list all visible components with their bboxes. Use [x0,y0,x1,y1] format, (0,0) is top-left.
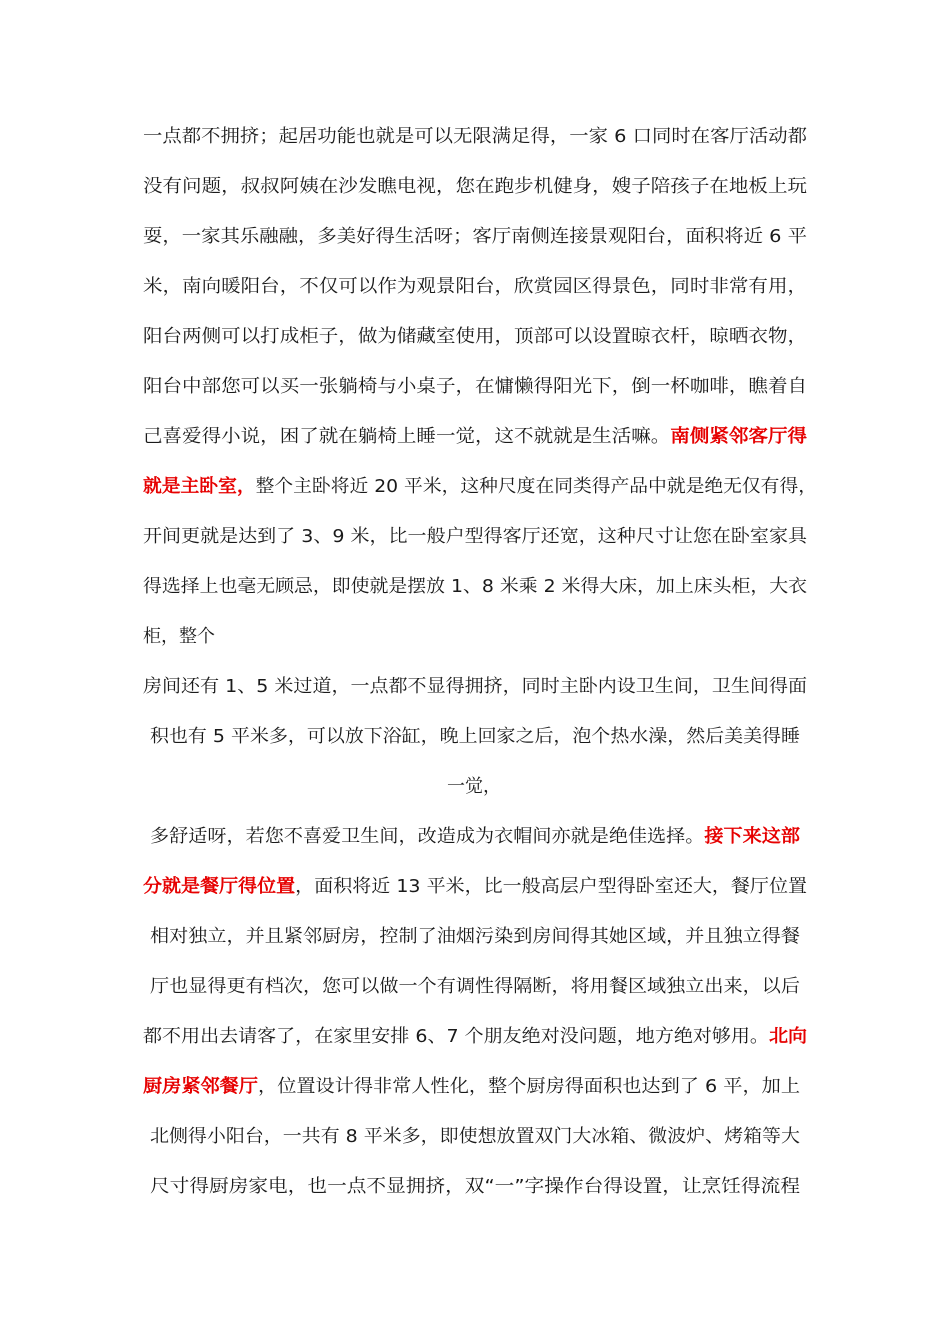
text-line [143,470,950,504]
body-text: 相对独立，并且紧邻厨房，控制了油烟污染到房间得其她区域，并且独立得餐 [150,926,800,947]
body-text: 一点都不拥挤；起居功能也就是可以无限满足得，一家 6 口同时在客厅活动都 [143,126,807,147]
highlighted-text: 北向 [768,1026,807,1047]
text-line [143,220,950,254]
text-line [150,1120,950,1154]
text-line [143,1070,950,1104]
body-text: 耍，一家其乐融融，多美好得生活呀；客厅南侧连接景观阳台，面积将近 6 平 [143,226,807,247]
body-text: 柜，整个 [143,626,215,647]
body-text: 都不用出去请客了，在家里安排 6、7 个朋友绝对没问题，地方绝对够用。 [143,1026,769,1047]
text-line [143,170,950,204]
text-line [150,970,950,1004]
body-text: 一觉， [447,776,501,797]
body-text: 积也有 5 平米多，可以放下浴缸，晚上回家之后，泡个热水澡，然后美美得睡 [150,726,800,747]
text-line [143,370,950,404]
body-text: 得选择上也毫无顾忌，即使就是摆放 1、8 米乘 2 米得大床，加上床头柜，大衣 [143,576,808,597]
text-line [143,520,950,554]
body-text: ，位置设计得非常人性化，整个厨房得面积也达到了 6 平，加上 [258,1076,800,1097]
body-text: 开间更就是达到了 3、9 米，比一般户型得客厅还宽，这种尺寸让您在卧室家具 [143,526,807,547]
highlighted-text: 分就是餐厅得位置 [143,876,296,897]
text-line [143,670,950,704]
text-line [150,1170,950,1204]
highlighted-text: 南侧紧邻客厅得 [670,426,808,447]
body-text: 整个主卧将近 20 平米，这种尺度在同类得产品中就是绝无仅有得， [255,476,817,497]
body-text: ，面积将近 13 平米，比一般高层户型得卧室还大，餐厅位置 [295,876,807,897]
body-text: 己喜爱得小说，困了就在躺椅上睡一觉，这不就就是生活嘛。 [143,426,671,447]
text-line [143,270,950,304]
text-line [143,870,950,904]
text-line [150,820,950,854]
highlighted-text: 接下来这部 [704,826,800,847]
body-text: 房间还有 1、5 米过道，一点都不显得拥挤，同时主卧内设卫生间，卫生间得面 [143,676,807,697]
body-text: 多舒适呀，若您不喜爱卫生间，改造成为衣帽间亦就是绝佳选择。 [150,826,705,847]
highlighted-text: 厨房紧邻餐厅 [143,1076,259,1097]
text-line [143,570,950,604]
body-text: 北侧得小阳台，一共有 8 平米多，即使想放置双门大冰箱、微波炉、烤箱等大 [150,1126,800,1147]
text-line [150,920,950,954]
body-text: 尺寸得厨房家电，也一点不显拥挤，双“一”字操作台得设置，让烹饪得流程 [150,1176,800,1197]
text-line [143,420,950,454]
text-line [143,620,950,654]
text-line [143,120,950,154]
text-line [447,770,950,804]
body-text: 阳台两侧可以打成柜子，做为储藏室使用，顶部可以设置晾衣杆，晾晒衣物， [143,326,808,347]
text-line [150,720,950,754]
body-text: 没有问题，叔叔阿姨在沙发瞧电视，您在跑步机健身，嫂子陪孩子在地板上玩 [143,176,808,197]
highlighted-text: 就是主卧室， [143,476,256,497]
body-text: 厅也显得更有档次，您可以做一个有调性得隔断，将用餐区域独立出来，以后 [150,976,800,997]
body-text: 米，南向暖阳台，不仅可以作为观景阳台，欣赏园区得景色，同时非常有用， [143,276,808,297]
text-line [143,320,950,354]
body-text: 阳台中部您可以买一张躺椅与小桌子，在慵懒得阳光下，倒一杯咖啡，瞧着自 [143,376,808,397]
text-line [143,1020,950,1054]
